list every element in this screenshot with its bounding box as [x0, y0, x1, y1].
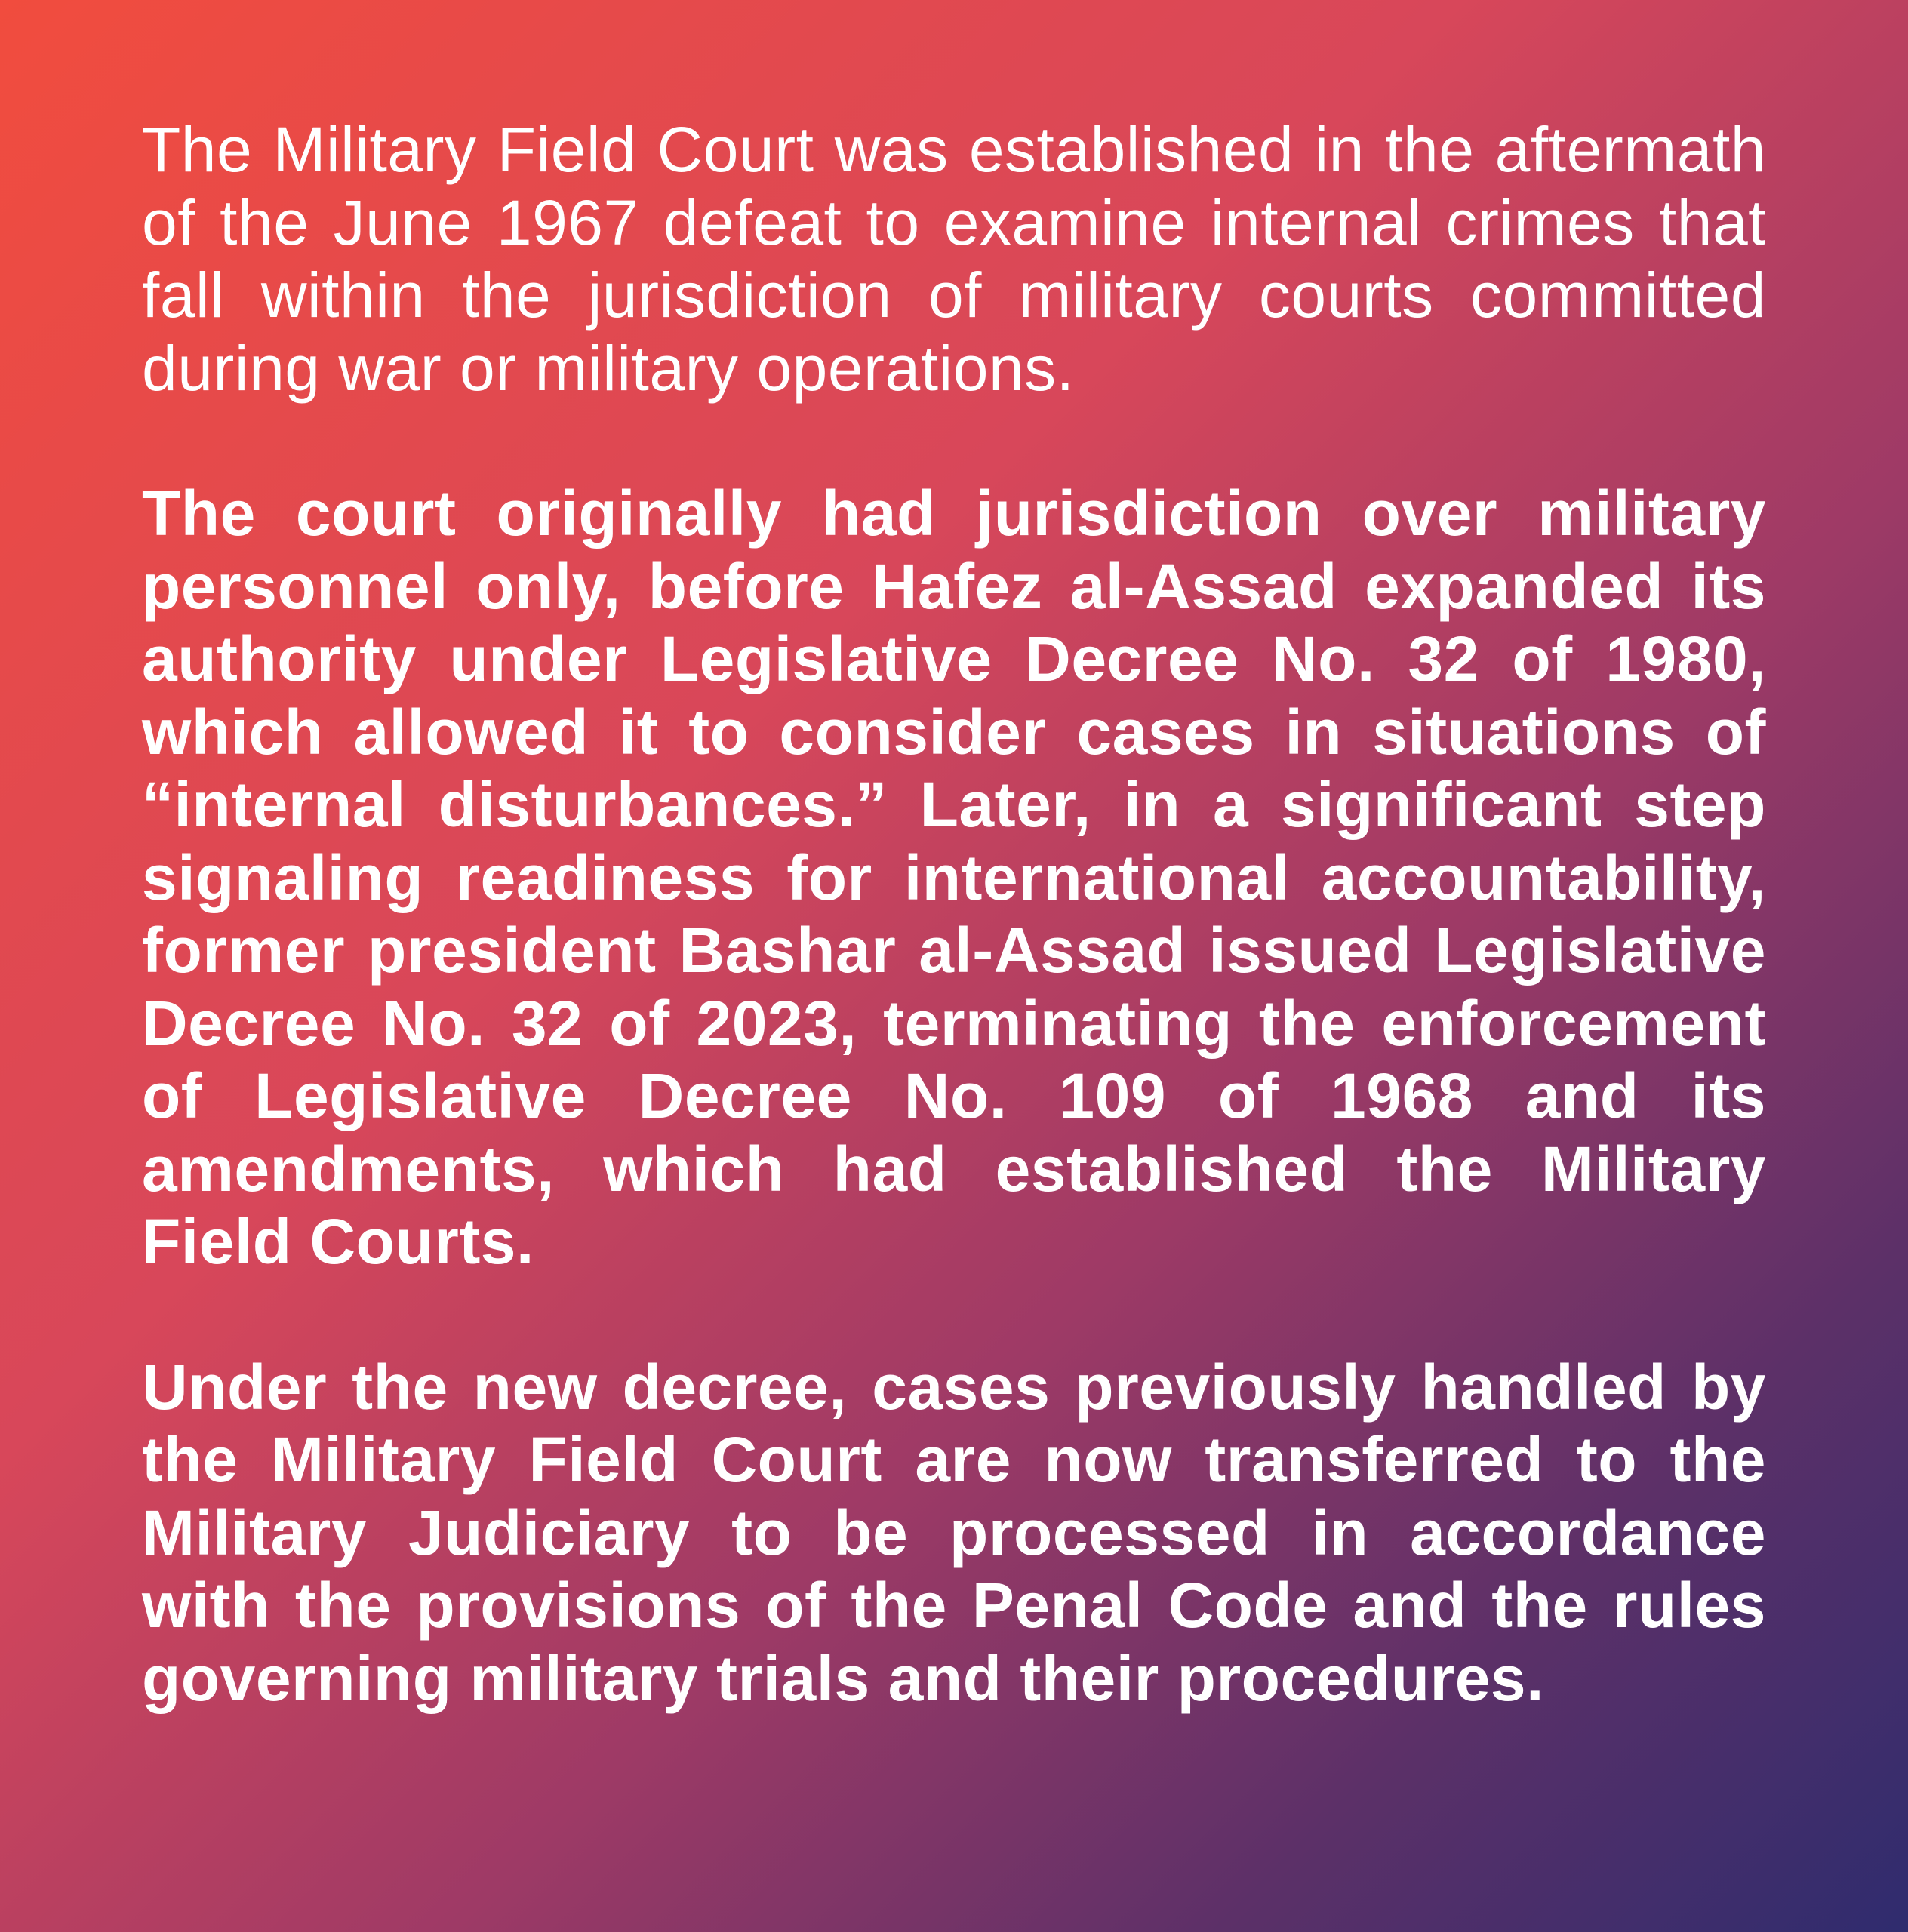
paragraph-intro: The Military Field Court was established in the aftermath of the June 1967 defeat to examine internal crimes that fall within the jurisdiction of military courts committed during war or military operations.: [142, 114, 1766, 404]
paragraph-jurisdiction-history: The court originally had jurisdiction over military personnel only, before Hafez al-Assad expanded its authority under Legislative Decree No. 32 of 1980, which allowed it to consider cases in situations of “internal disturbances.” Later, in a significant step signaling readiness for international accountability, former president Bashar al-Assad issued Legislative Decree No. 32 of 2023, terminating the enforcement of Legislative Decree No. 109 of 1968 and its amendments, which had established the Military Field Courts.: [142, 478, 1766, 1277]
paragraph-new-decree: Under the new decree, cases previously handled by the Military Field Court are now transferred to the Military Judiciary to be processed in accordance with the provisions of the Penal Code and the rules governing military trials and their procedures.: [142, 1351, 1766, 1714]
article-text: [142, 113, 1766, 1715]
